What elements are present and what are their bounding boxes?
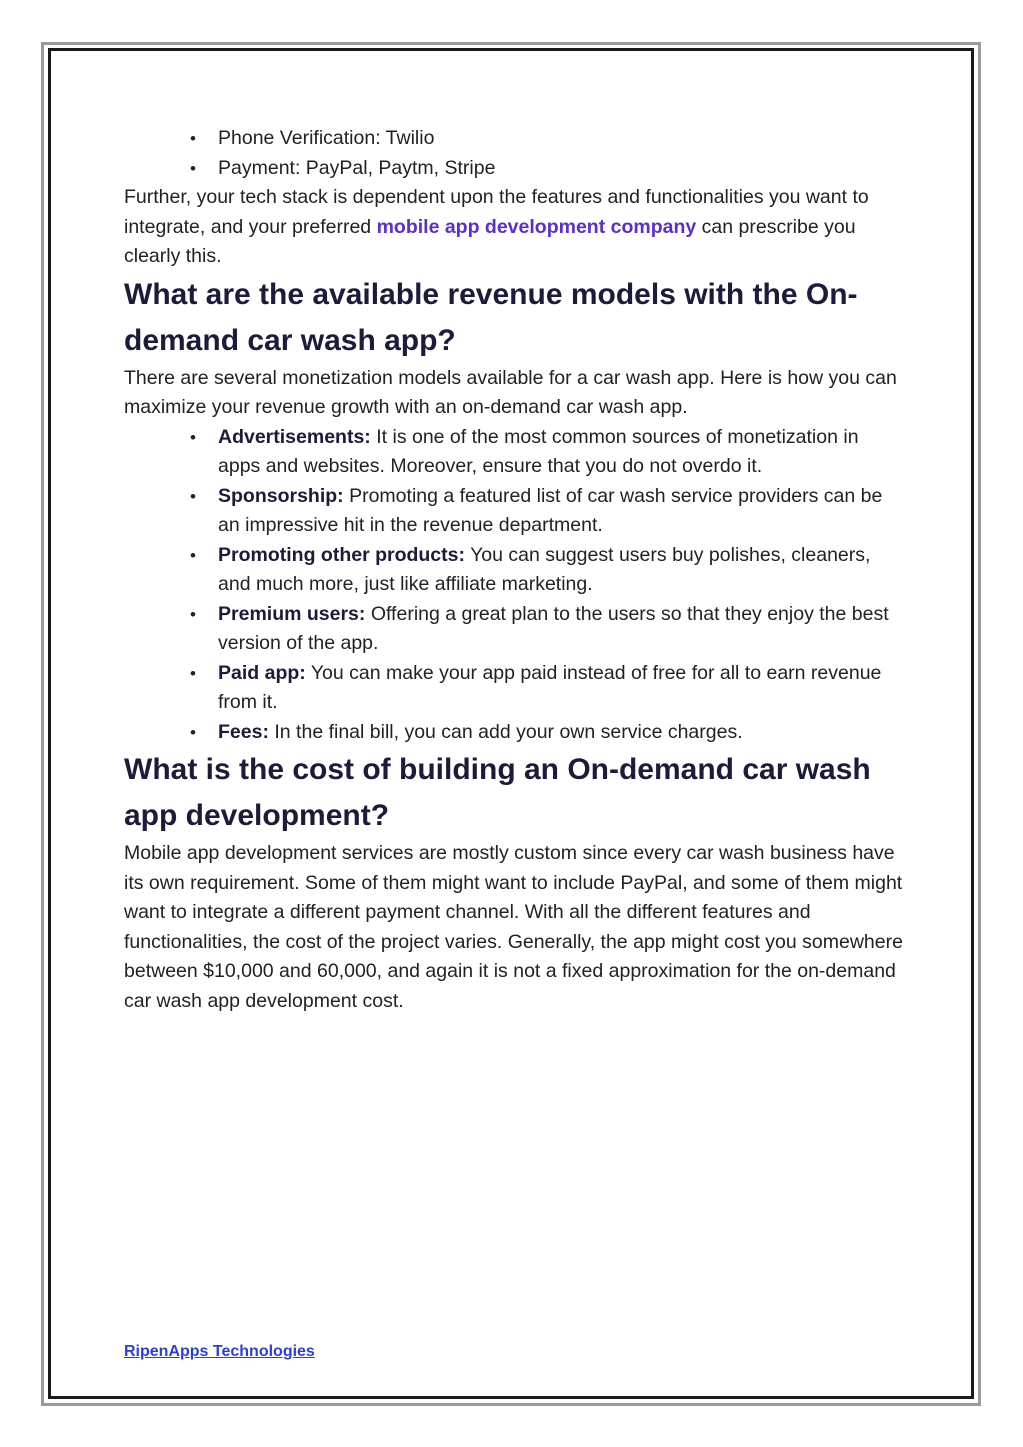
list-item — [218, 541, 904, 600]
list-item-term: Paid app: — [218, 661, 306, 684]
mobile-app-development-link[interactable]: mobile app development company — [376, 215, 697, 238]
list-item — [218, 482, 904, 541]
list-item-text: You can make your app paid instead of free for all to earn revenue from it. — [218, 661, 882, 713]
list-item-term: Advertisements: — [218, 425, 371, 448]
list-item-term: Sponsorship: — [218, 484, 344, 507]
cost-paragraph: Mobile app development services are mostly custom since every car wash business have its own requirement. Some of them might want to include PayPal, and some of them might want to integrate a different payment channel. With all the different features and functionalities, the cost of the project varies. Generally, the app might cost you somewhere between $10,000 and 60,000, and again it is not a fixed approximation for the on-demand car wash app development cost. — [124, 842, 903, 1012]
paragraph-text: Further, your tech stack is dependent upon the features and functionalities you want to integrate, and your preferred — [124, 186, 869, 238]
list-item-term: Fees: — [218, 720, 269, 743]
paragraph-text: can prescribe you clearly this. — [124, 215, 856, 267]
list-item-term: Promoting other products: — [218, 543, 465, 566]
list-item: • Payment: PayPal, Paytm, Stripe — [218, 154, 904, 184]
list-item-text: Promoting a featured list of car wash service providers can be an impressive hit in the revenue department. — [218, 484, 883, 536]
footer-company-link[interactable]: RipenApps Technologies — [124, 1343, 315, 1360]
document-body — [124, 124, 904, 1016]
list-item-text: Offering a great plan to the users so that they enjoy the best version of the app. — [218, 602, 889, 654]
list-item: • Phone Verification: Twilio — [218, 124, 904, 154]
list-item-text: It is one of the most common sources of monetization in apps and websites. Moreover, ensure that you do not overdo it. — [218, 425, 859, 477]
list-item — [218, 423, 904, 482]
revenue-models-list — [124, 423, 904, 748]
list-item — [218, 659, 904, 718]
list-item — [218, 600, 904, 659]
list-item-text: You can suggest users buy polishes, cleaners, and much more, just like affiliate marketing. — [218, 543, 871, 595]
list-item-text: In the final bill, you can add your own service charges. — [268, 720, 743, 743]
tech-stack-list — [124, 124, 904, 183]
cost-heading: What is the cost of building an On-demand car wash app development? — [124, 753, 871, 832]
tech-stack-paragraph — [124, 183, 904, 272]
revenue-models-heading: What are the available revenue models with the On-demand car wash app? — [124, 277, 858, 357]
list-item-term: Premium users: — [218, 602, 366, 625]
revenue-intro-paragraph: There are several monetization models available for a car wash app. Here is how you can maximize your revenue growth with an on-demand car wash app. — [124, 366, 897, 418]
list-item — [218, 718, 904, 748]
